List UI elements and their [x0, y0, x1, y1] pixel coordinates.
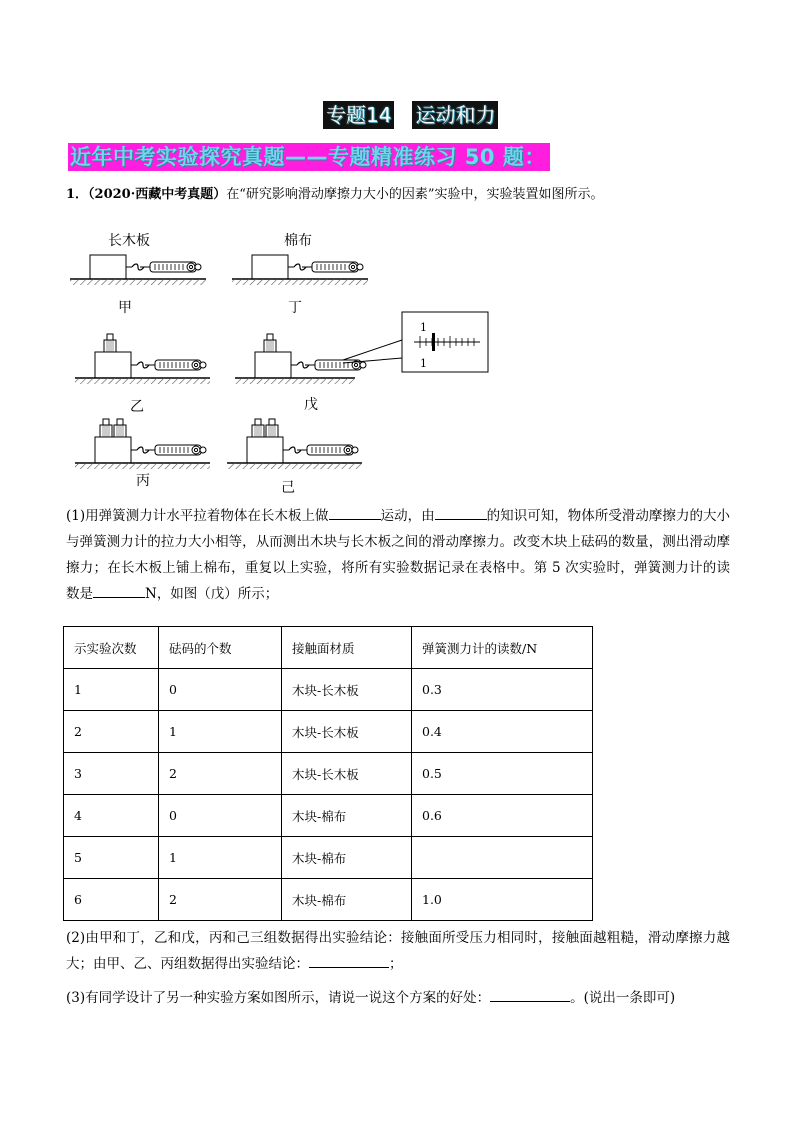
answer-blank-reading[interactable]: [93, 583, 145, 598]
table-cell: 木块-棉布: [282, 795, 412, 837]
question-text: 在“研究影响滑动摩擦力大小的因素”实验中，实验装置如图所示。: [226, 187, 604, 202]
section-banner: 近年中考实验探究真题——专题精准练习 50 题：: [68, 143, 550, 171]
part2-text-a: (2)由甲和丁，乙和戊，丙和己三组数据得出实验结论：接触面所受压力相同时，接触面越粗糙，滑动摩擦力越大；由甲、乙、丙组数据得出实验结论：: [66, 930, 730, 972]
table-cell-empty[interactable]: [412, 837, 593, 879]
table-cell: 0.3: [412, 669, 593, 711]
part3-text-a: (3)有同学设计了另一种实验方案如图所示，请说一说这个方案的好处：: [66, 990, 491, 1006]
table-cell: 木块-长木板: [282, 711, 412, 753]
table-cell: 木块-长木板: [282, 669, 412, 711]
question-number: 1．: [66, 187, 89, 202]
part1-text-c: 的知识可知，物体所受滑动摩擦力的大小与弹簧测力计的拉力大小相等，从而测出木块与长木板之间的滑动摩擦力。改变木块上砝码的数量，测出滑动摩擦力；在长木板上铺上棉布，重复以上实验，将所有实验数据记录在表格中。第 5 次实验时，弹簧测力计的读数是: [66, 508, 731, 602]
label-board: 长木板: [108, 233, 150, 249]
table-header: 示实验次数: [64, 627, 159, 669]
label-wu: 戊: [304, 397, 318, 413]
page-title: [323, 101, 498, 129]
part3-text-b: 。(说出一条即可): [570, 990, 676, 1006]
title-topic: 专题14: [323, 101, 394, 129]
table-cell: 1.0: [412, 879, 593, 921]
table-cell: 0.6: [412, 795, 593, 837]
table-cell: 2: [64, 711, 159, 753]
table-header: 接触面材质: [282, 627, 412, 669]
table-row: [64, 837, 593, 879]
part3-paragraph: [66, 985, 730, 1011]
table-header-row: [64, 627, 593, 669]
table-cell: 2: [159, 879, 282, 921]
answer-blank-knowledge[interactable]: [435, 505, 487, 520]
table-cell: 0.4: [412, 711, 593, 753]
table-header: 砝码的个数: [159, 627, 282, 669]
table-cell: 1: [64, 669, 159, 711]
table-cell: 0.5: [412, 753, 593, 795]
figure-ding: [232, 232, 368, 316]
answer-blank-advantage[interactable]: [490, 987, 570, 1002]
table-header: 弹簧测力计的读数/N: [412, 627, 593, 669]
figure-jia: [70, 232, 206, 316]
label-yi: 乙: [130, 399, 144, 415]
label-ji: 己: [281, 480, 295, 496]
table-cell: 5: [64, 837, 159, 879]
table-row: [64, 753, 593, 795]
table-cell: 0: [159, 669, 282, 711]
scale-label-bottom: 1: [420, 357, 427, 370]
answer-blank-motion[interactable]: [329, 505, 381, 520]
table-cell: 0: [159, 795, 282, 837]
part1-paragraph: [66, 503, 730, 607]
table-cell: 2: [159, 753, 282, 795]
table-cell: 木块-长木板: [282, 753, 412, 795]
part1-text-a: (1)用弹簧测力计水平拉着物体在长木板上做: [66, 508, 329, 524]
table-row: [64, 669, 593, 711]
scale-label-top: 1: [420, 321, 427, 334]
figure-wu: [235, 312, 488, 413]
label-ding: 丁: [288, 300, 302, 316]
table-cell: 3: [64, 753, 159, 795]
table-cell: 木块-棉布: [282, 879, 412, 921]
label-cloth: 棉布: [284, 233, 312, 249]
answer-blank-conclusion[interactable]: [309, 953, 389, 968]
table-row: [64, 795, 593, 837]
figure-ji: [227, 419, 362, 496]
figure-bing: [75, 419, 210, 489]
question-source: （2020·西藏中考真题）: [88, 187, 227, 202]
table-cell: 4: [64, 795, 159, 837]
title-subject: 运动和力: [412, 101, 498, 129]
experiment-figure: [60, 220, 520, 500]
table-cell: 1: [159, 711, 282, 753]
table-cell: 1: [159, 837, 282, 879]
figure-yi: [75, 334, 210, 415]
part2-paragraph: [66, 925, 730, 977]
table-cell: 6: [64, 879, 159, 921]
question-stem: [66, 183, 604, 202]
table-row: [64, 711, 593, 753]
part1-text-d: N，如图（戊）所示；: [145, 586, 279, 602]
label-jia: 甲: [118, 300, 132, 316]
table-row: [64, 879, 593, 921]
data-table: [63, 626, 593, 921]
part2-text-b: ；: [389, 956, 403, 972]
label-bing: 丙: [136, 473, 150, 489]
table-cell: 木块-棉布: [282, 837, 412, 879]
part1-text-b: 运动，由: [380, 508, 435, 524]
